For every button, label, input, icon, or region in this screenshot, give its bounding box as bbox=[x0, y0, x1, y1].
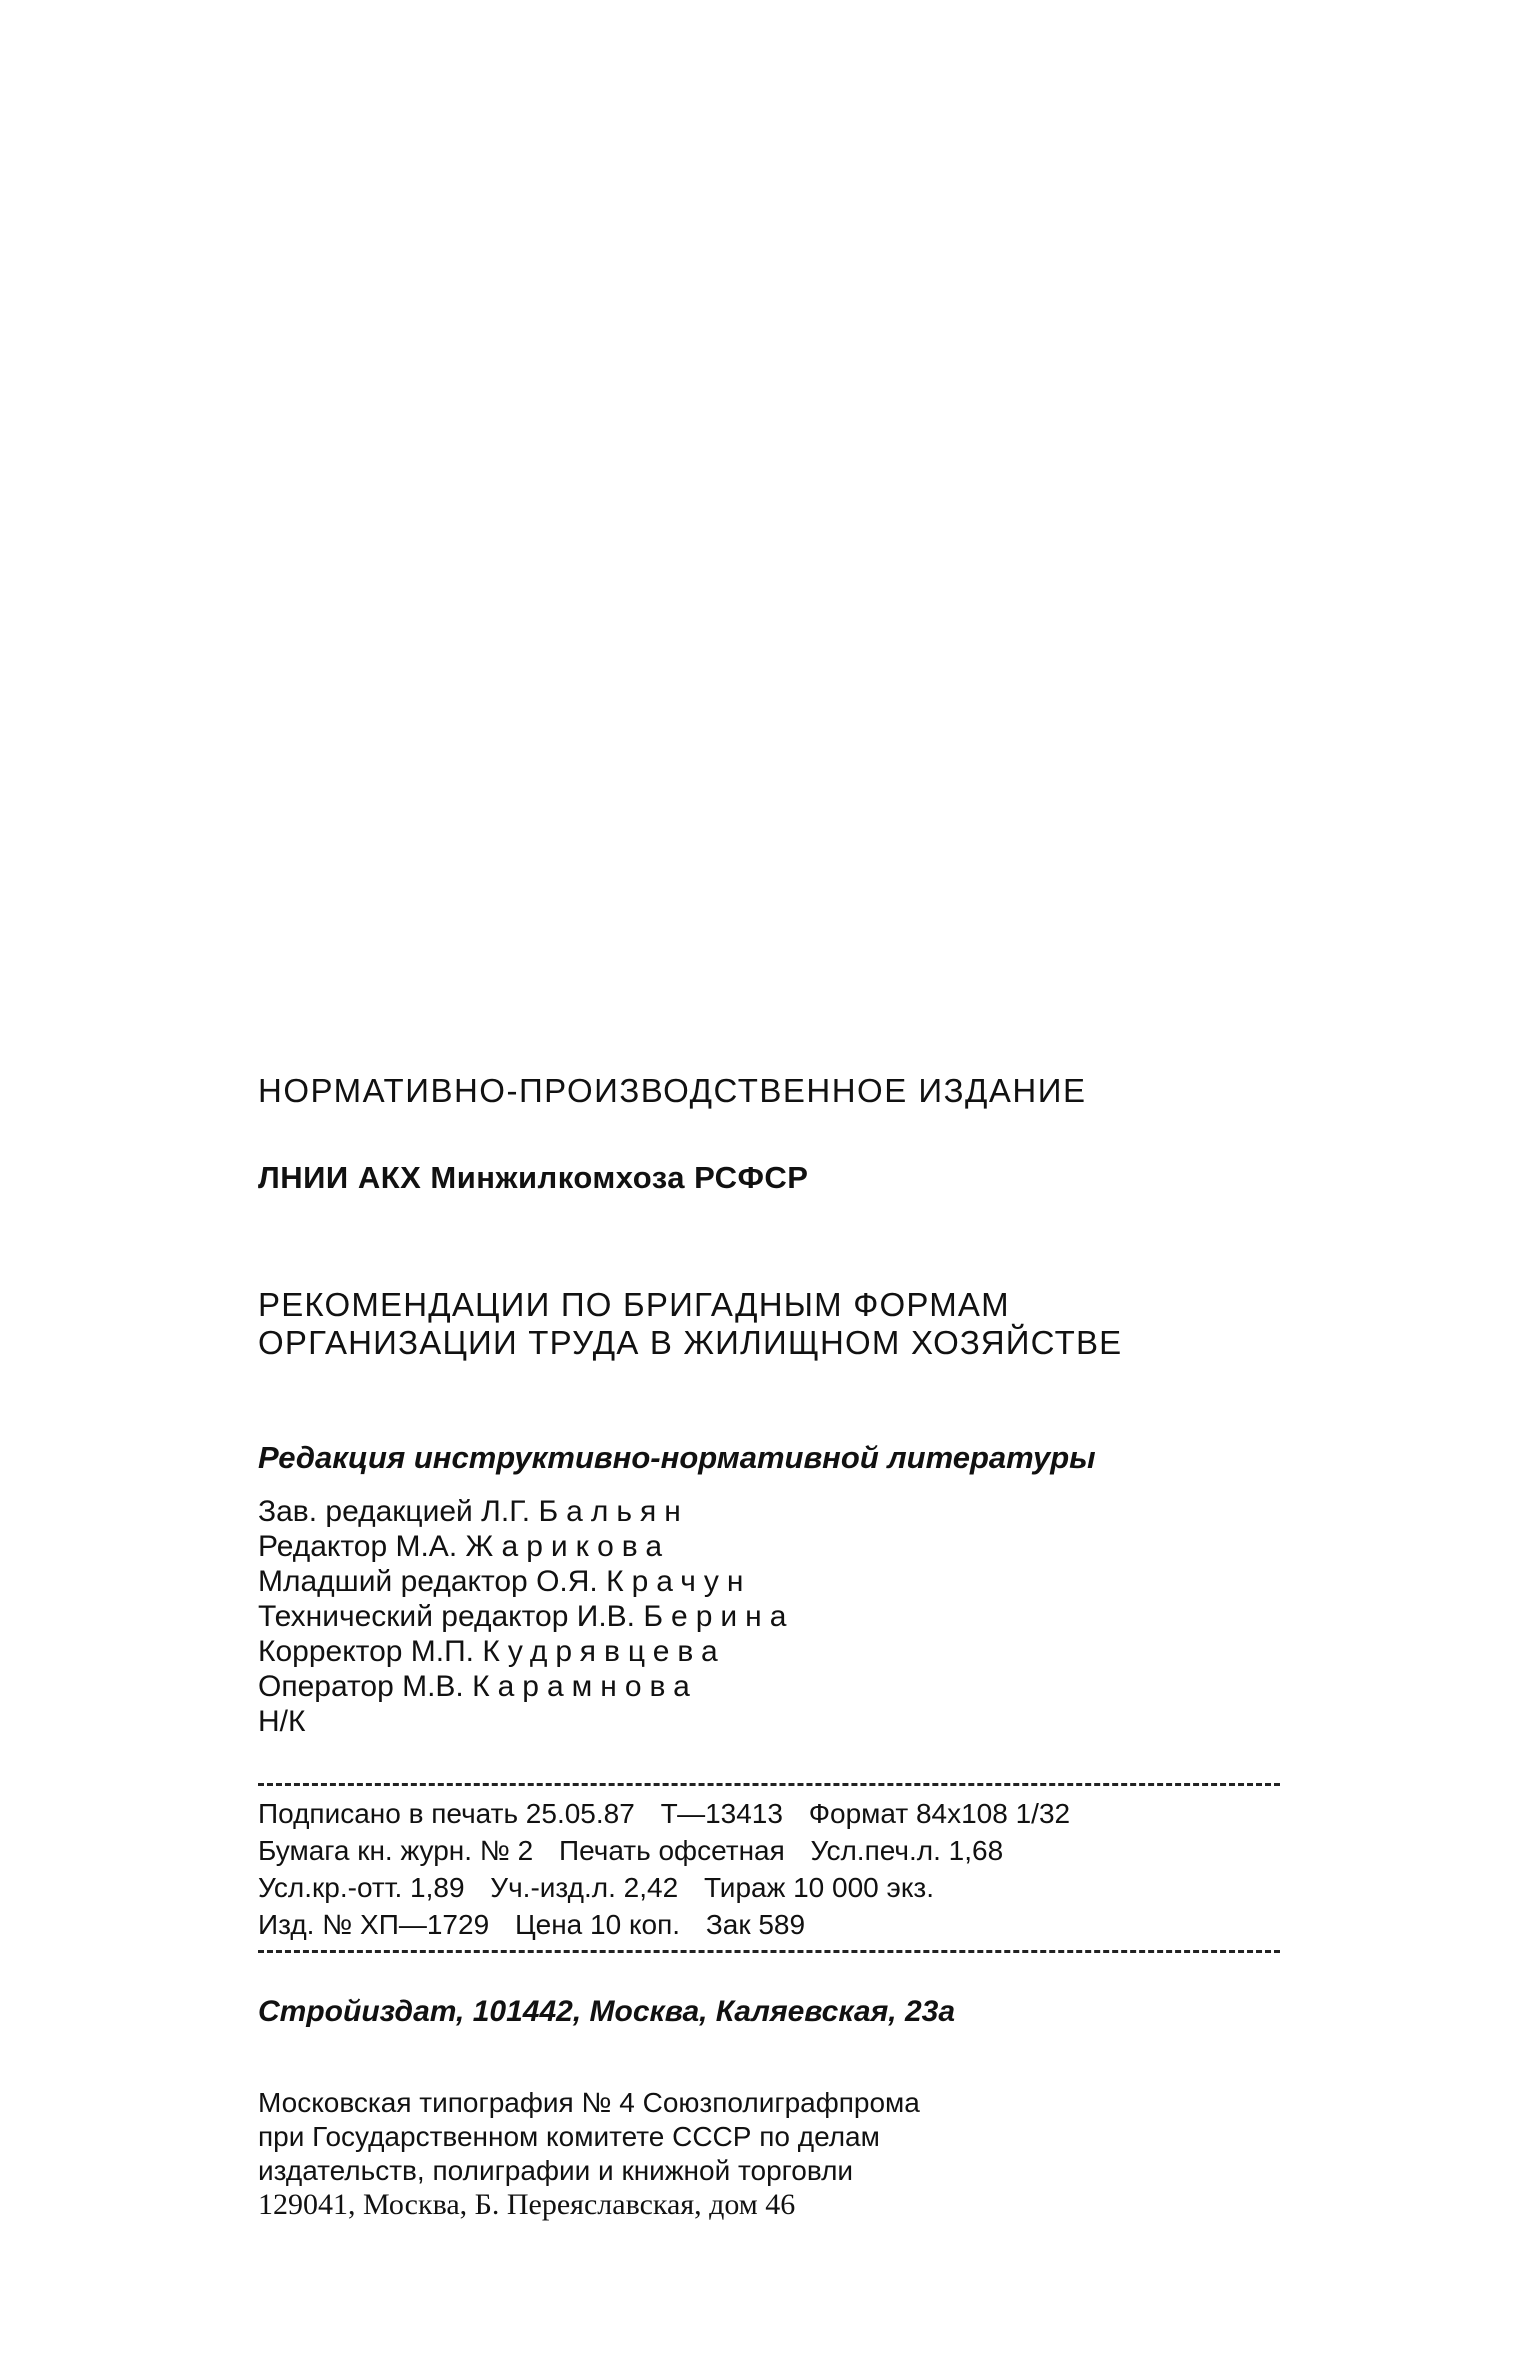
printer-line-1: Московская типография № 4 Союзполиграфпрома bbox=[258, 2087, 920, 2118]
document-title-line-2: ОРГАНИЗАЦИИ ТРУДА В ЖИЛИЩНОМ ХОЗЯЙСТВЕ bbox=[258, 1324, 1123, 1361]
staff-initials: И.В. bbox=[576, 1600, 636, 1633]
imprint-row-1 bbox=[258, 1795, 1308, 1832]
staff-surname: Крачун bbox=[606, 1565, 752, 1598]
nk-mark: Н/К bbox=[258, 1705, 306, 1738]
staff-role: Корректор bbox=[258, 1635, 403, 1668]
publisher-address: Стройиздат, 101442, Москва, Каляевская, 23а bbox=[258, 1995, 956, 2028]
imprint-signed-date: Подписано в печать 25.05.87 bbox=[258, 1798, 635, 1829]
imprint-paper: Бумага кн. журн. № 2 bbox=[258, 1835, 534, 1866]
staff-row-proofreader bbox=[258, 1634, 1308, 1669]
staff-initials: О.Я. bbox=[536, 1565, 598, 1598]
staff-initials: М.П. bbox=[410, 1635, 475, 1668]
imprint-row-2 bbox=[258, 1832, 1308, 1869]
staff-surname: Бальян bbox=[538, 1495, 689, 1528]
imprint-run: Тираж 10 000 экз. bbox=[703, 1872, 934, 1903]
institute-name: ЛНИИ АКХ Минжилкомхоза РСФСР bbox=[258, 1160, 809, 1195]
staff-surname: Карамнова bbox=[472, 1670, 698, 1703]
staff-row-editor bbox=[258, 1529, 1308, 1564]
imprint-printing: Печать офсетная bbox=[558, 1835, 785, 1866]
imprint-row-3 bbox=[258, 1869, 1308, 1906]
staff-surname: Берина bbox=[643, 1600, 795, 1633]
imprint-price: Цена 10 коп. bbox=[514, 1909, 681, 1940]
printer-address: 129041, Москва, Б. Переяславская, дом 46 bbox=[258, 2188, 796, 2221]
staff-role: Младший редактор bbox=[258, 1565, 528, 1598]
divider-top bbox=[258, 1783, 1280, 1786]
imprint-block bbox=[258, 1795, 1308, 1943]
printer-line-2: при Государственном комитете СССР по делам bbox=[258, 2121, 880, 2152]
staff-role: Редактор bbox=[258, 1530, 388, 1563]
editorial-office: Редакция инструктивно-нормативной литературы bbox=[258, 1440, 1096, 1475]
staff-role: Оператор bbox=[258, 1670, 394, 1703]
divider-bottom bbox=[258, 1950, 1280, 1953]
staff-role: Зав. редакцией bbox=[258, 1495, 473, 1528]
staff-row-junior-editor bbox=[258, 1564, 1308, 1599]
staff-surname: Кудрявцева bbox=[482, 1635, 726, 1668]
imprint-t-number: Т—13413 bbox=[660, 1798, 783, 1829]
imprint-print-sheets: Усл.печ.л. 1,68 bbox=[810, 1835, 1004, 1866]
printer-info bbox=[258, 2086, 1308, 2222]
edition-type: НОРМАТИВНО-ПРОИЗВОДСТВЕННОЕ ИЗДАНИЕ bbox=[258, 1072, 1087, 1109]
imprint-pub-number: Изд. № ХП—1729 bbox=[258, 1909, 490, 1940]
staff-initials: Л.Г. bbox=[481, 1495, 531, 1528]
printer-line-3: издательств, полиграфии и книжной торговли bbox=[258, 2155, 854, 2186]
document-title-line-1: РЕКОМЕНДАЦИИ ПО БРИГАДНЫМ ФОРМАМ bbox=[258, 1286, 1010, 1323]
staff-list bbox=[258, 1494, 1308, 1739]
imprint-order: Зак 589 bbox=[705, 1909, 806, 1940]
staff-row-head-of-office bbox=[258, 1494, 1308, 1529]
staff-initials: М.В. bbox=[402, 1670, 464, 1703]
document-title bbox=[258, 1286, 1308, 1362]
staff-row-operator bbox=[258, 1669, 1308, 1704]
staff-initials: М.А. bbox=[395, 1530, 458, 1563]
staff-role: Технический редактор bbox=[258, 1600, 569, 1633]
imprint-color-proofs: Усл.кр.-отт. 1,89 bbox=[258, 1872, 465, 1903]
imprint-format: Формат 84x108 1/32 bbox=[808, 1798, 1071, 1829]
imprint-row-4 bbox=[258, 1906, 1308, 1943]
imprint-pub-sheets: Уч.-изд.л. 2,42 bbox=[490, 1872, 679, 1903]
staff-row-technical-editor bbox=[258, 1599, 1308, 1634]
staff-surname: Жарикова bbox=[465, 1530, 671, 1563]
